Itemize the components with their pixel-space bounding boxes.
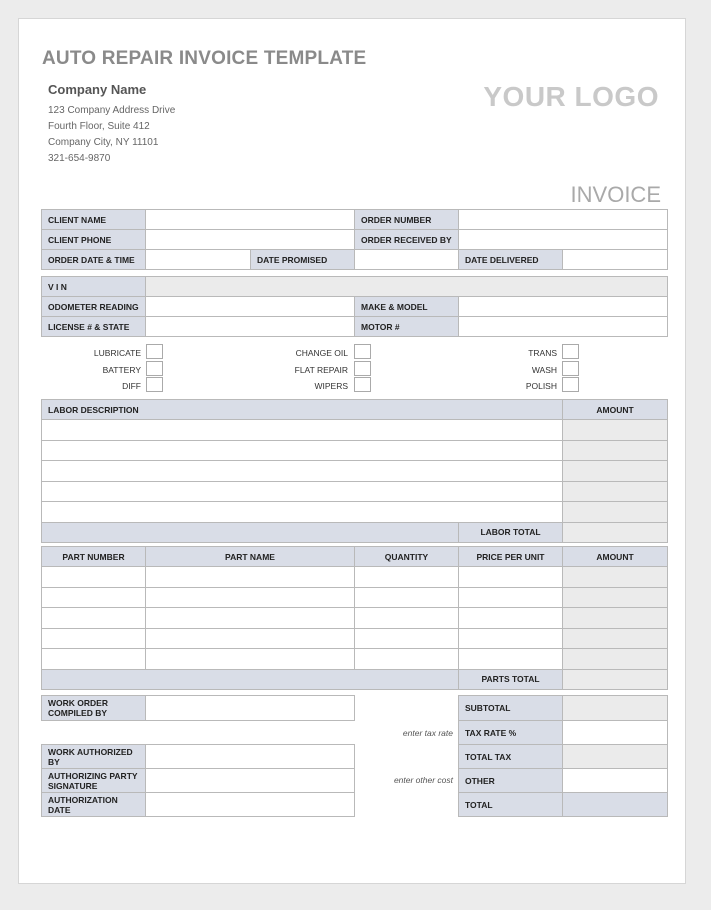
table-row xyxy=(42,649,668,670)
price-per-unit-header: PRICE PER UNIT xyxy=(459,547,563,567)
table-row xyxy=(42,628,668,649)
motor-field[interactable] xyxy=(459,317,668,337)
amount-cell xyxy=(563,608,668,629)
address-line-1: 123 Company Address Drive xyxy=(48,105,176,116)
order-received-by-label: ORDER RECEIVED BY xyxy=(355,230,459,250)
parts-total-label: PARTS TOTAL xyxy=(459,669,563,689)
amount-cell xyxy=(563,587,668,608)
labor-amount-cell xyxy=(563,461,668,482)
parts-total-value xyxy=(563,669,668,689)
invoice-sheet xyxy=(18,18,686,884)
client-phone-field[interactable] xyxy=(146,230,355,250)
check-label-diff: DIFF xyxy=(122,381,141,391)
labor-amount-cell xyxy=(563,440,668,461)
amount-cell xyxy=(563,628,668,649)
compiled-by-table xyxy=(41,695,355,721)
work-authorized-by-field[interactable] xyxy=(146,745,355,769)
quantity-cell[interactable] xyxy=(355,649,459,670)
order-number-label: ORDER NUMBER xyxy=(355,210,459,230)
part-number-cell[interactable] xyxy=(42,567,146,588)
checkbox-flat-repair[interactable] xyxy=(354,361,371,376)
total-tax-value xyxy=(563,745,668,769)
total-tax-label: TOTAL TAX xyxy=(459,745,563,769)
vehicle-info-table xyxy=(41,276,668,337)
client-name-field[interactable] xyxy=(146,210,355,230)
vin-field[interactable] xyxy=(146,277,668,297)
labor-row[interactable] xyxy=(42,420,563,441)
check-label-trans: TRANS xyxy=(528,348,557,358)
date-promised-field[interactable] xyxy=(355,250,459,270)
check-label-polish: POLISH xyxy=(525,381,557,391)
labor-amount-cell xyxy=(563,502,668,523)
make-model-label: MAKE & MODEL xyxy=(355,297,459,317)
part-name-cell[interactable] xyxy=(146,567,355,588)
checkbox-trans[interactable] xyxy=(562,344,579,359)
check-label-wipers: WIPERS xyxy=(314,381,348,391)
other-label: OTHER xyxy=(459,769,563,793)
tax-rate-note: enter tax rate xyxy=(402,728,453,738)
checkbox-diff[interactable] xyxy=(146,377,163,392)
invoice-label: INVOICE xyxy=(570,182,661,207)
tax-rate-label: TAX RATE % xyxy=(459,721,563,745)
part-number-cell[interactable] xyxy=(42,587,146,608)
document-title: AUTO REPAIR INVOICE TEMPLATE xyxy=(42,48,367,69)
labor-row[interactable] xyxy=(42,461,563,482)
part-name-cell[interactable] xyxy=(146,628,355,649)
work-authorized-by-label: WORK AUTHORIZED BY xyxy=(42,745,146,769)
labor-row[interactable] xyxy=(42,481,563,502)
tax-rate-field[interactable] xyxy=(563,721,668,745)
motor-label: MOTOR # xyxy=(355,317,459,337)
subtotal-label: SUBTOTAL xyxy=(459,696,563,721)
authorizing-signature-label: AUTHORIZING PARTY SIGNATURE xyxy=(42,769,146,793)
total-value xyxy=(563,793,668,817)
amount-cell xyxy=(563,649,668,670)
check-label-flat-repair: FLAT REPAIR xyxy=(294,365,348,375)
client-phone-label: CLIENT PHONE xyxy=(42,230,146,250)
other-cost-note: enter other cost xyxy=(393,775,453,785)
checkbox-wash[interactable] xyxy=(562,361,579,376)
part-name-cell[interactable] xyxy=(146,587,355,608)
labor-total-value xyxy=(563,522,668,542)
order-received-by-field[interactable] xyxy=(459,230,668,250)
authorization-date-field[interactable] xyxy=(146,793,355,817)
parts-total-spacer xyxy=(42,669,459,689)
odometer-field[interactable] xyxy=(146,297,355,317)
labor-total-label: LABOR TOTAL xyxy=(459,522,563,542)
client-name-label: CLIENT NAME xyxy=(42,210,146,230)
subtotal-value xyxy=(563,696,668,721)
client-info-table xyxy=(41,209,668,270)
part-name-cell[interactable] xyxy=(146,649,355,670)
price-cell[interactable] xyxy=(459,567,563,588)
price-cell[interactable] xyxy=(459,649,563,670)
order-date-time-label: ORDER DATE & TIME xyxy=(42,250,146,270)
license-state-label: LICENSE # & STATE xyxy=(42,317,146,337)
amount-cell xyxy=(563,567,668,588)
check-label-wash: WASH xyxy=(531,365,557,375)
phone-number: 321-654-9870 xyxy=(48,153,111,164)
license-state-field[interactable] xyxy=(146,317,355,337)
quantity-cell[interactable] xyxy=(355,628,459,649)
order-number-field[interactable] xyxy=(459,210,668,230)
date-delivered-label: DATE DELIVERED xyxy=(459,250,563,270)
make-model-field[interactable] xyxy=(459,297,668,317)
quantity-cell[interactable] xyxy=(355,567,459,588)
compiled-by-label: WORK ORDER COMPILED BY xyxy=(42,696,146,721)
quantity-cell[interactable] xyxy=(355,608,459,629)
order-date-time-field[interactable] xyxy=(146,250,251,270)
check-label-lubricate: LUBRICATE xyxy=(93,348,141,358)
labor-amount-cell xyxy=(563,481,668,502)
table-row xyxy=(42,608,668,629)
part-number-cell[interactable] xyxy=(42,628,146,649)
labor-table xyxy=(41,399,668,543)
totals-table xyxy=(458,695,668,817)
check-label-battery: BATTERY xyxy=(102,365,141,375)
labor-amount-cell xyxy=(563,420,668,441)
part-name-cell[interactable] xyxy=(146,608,355,629)
checkbox-battery[interactable] xyxy=(146,361,163,376)
date-promised-label: DATE PROMISED xyxy=(251,250,355,270)
vin-label: V I N xyxy=(42,277,146,297)
compiled-by-field[interactable] xyxy=(146,696,355,721)
labor-row[interactable] xyxy=(42,502,563,523)
part-number-cell[interactable] xyxy=(42,608,146,629)
quantity-header: QUANTITY xyxy=(355,547,459,567)
table-row xyxy=(42,567,668,588)
authorizing-signature-field[interactable] xyxy=(146,769,355,793)
check-label-change-oil: CHANGE OIL xyxy=(295,348,348,358)
part-number-cell[interactable] xyxy=(42,649,146,670)
checkbox-lubricate[interactable] xyxy=(146,344,163,359)
labor-description-header: LABOR DESCRIPTION xyxy=(42,400,563,420)
checkbox-change-oil[interactable] xyxy=(354,344,371,359)
logo-placeholder: YOUR LOGO xyxy=(483,81,659,112)
part-number-header: PART NUMBER xyxy=(42,547,146,567)
checkbox-polish[interactable] xyxy=(562,377,579,392)
parts-amount-header: AMOUNT xyxy=(563,547,668,567)
odometer-label: ODOMETER READING xyxy=(42,297,146,317)
quantity-cell[interactable] xyxy=(355,587,459,608)
address-line-3: Company City, NY 11101 xyxy=(48,137,159,148)
labor-amount-header: AMOUNT xyxy=(563,400,668,420)
price-cell[interactable] xyxy=(459,628,563,649)
price-cell[interactable] xyxy=(459,587,563,608)
price-cell[interactable] xyxy=(459,608,563,629)
table-row xyxy=(42,587,668,608)
checkbox-wipers[interactable] xyxy=(354,377,371,392)
address-line-2: Fourth Floor, Suite 412 xyxy=(48,121,150,132)
authorization-date-label: AUTHORIZATION DATE xyxy=(42,793,146,817)
parts-table xyxy=(41,546,668,690)
other-field[interactable] xyxy=(563,769,668,793)
labor-row[interactable] xyxy=(42,440,563,461)
labor-total-spacer xyxy=(42,522,459,542)
authorization-table xyxy=(41,744,355,817)
date-delivered-field[interactable] xyxy=(563,250,668,270)
total-label: TOTAL xyxy=(459,793,563,817)
part-name-header: PART NAME xyxy=(146,547,355,567)
company-name: Company Name xyxy=(48,82,147,97)
